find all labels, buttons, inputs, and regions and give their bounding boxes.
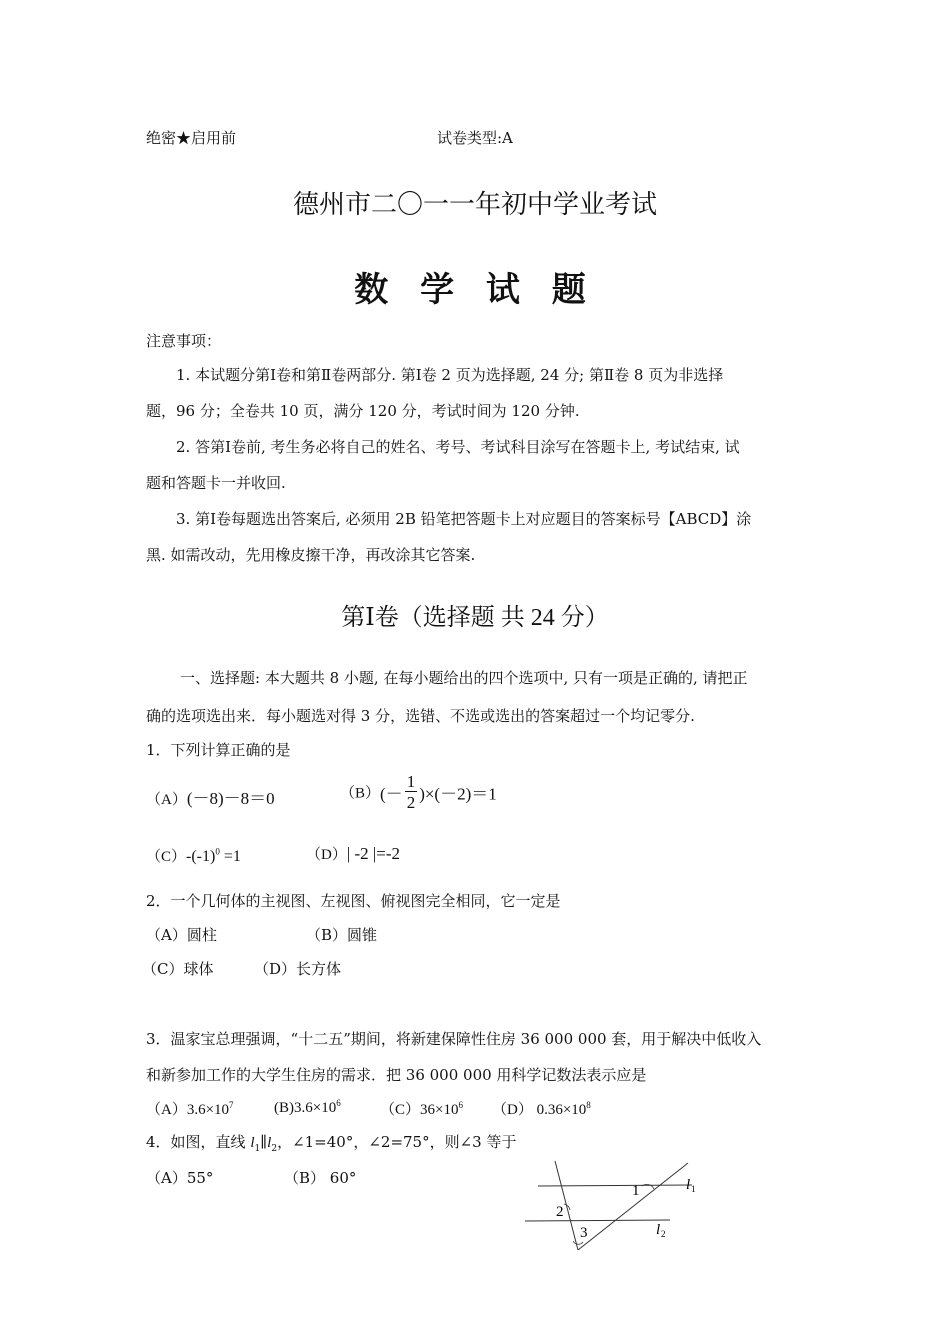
line-l2-subscript: 2: [661, 1229, 666, 1239]
q4-option-b: （B） 60°: [284, 1169, 357, 1187]
q3-a-base: （A）3.6×10: [146, 1102, 230, 1118]
q4-stem-pre: 4．如图，直线: [146, 1133, 251, 1151]
q1-b-post: )×(－2)＝1: [419, 784, 497, 804]
notice-item-3-line-2: 黑. 如需改动，先用橡皮擦干净，再改涂其它答案.: [146, 546, 476, 564]
q1-b-pre: (－: [380, 784, 403, 804]
angle-label-1: 1: [632, 1183, 640, 1199]
q1-d-expr: | -2 |=-2: [346, 844, 401, 863]
q1-d-label: （D）: [306, 847, 347, 863]
section-title: 第Ⅰ卷（选择题 共 24 分）: [341, 605, 609, 631]
notice-item-3-line-1: 3. 第Ⅰ卷每题选出答案后, 必须用 2B 铅笔把答题卡上对应题目的答案标号【ABCD】涂: [176, 510, 752, 528]
q3-c-exp: 6: [458, 1100, 463, 1110]
notice-item-2-line-1: 2. 答第Ⅰ卷前, 考生务必将自己的姓名、考号、考试科目涂写在答题卡上, 考试结束, 试: [176, 438, 740, 456]
line-l2-label: l: [656, 1222, 661, 1238]
q2-option-c: （C）球体: [142, 960, 214, 978]
notice-heading: 注意事项：: [146, 332, 222, 350]
q3-d-exp: 8: [586, 1100, 591, 1110]
q1-c-rest: =1: [219, 848, 241, 865]
line-l1-subscript: 1: [691, 1184, 696, 1194]
q4-parallel: ∥: [260, 1133, 268, 1151]
q2-option-d: （D）长方体: [254, 960, 342, 978]
notice-item-2-line-2: 题和答题卡一并收回.: [146, 474, 286, 492]
notice-item-1-line-2: 题，96 分；全卷共 10 页，满分 120 分，考试时间为 120 分钟.: [146, 402, 580, 420]
q1-b-label: （B）: [340, 785, 381, 802]
q3-stem-line-2: 和新参加工作的大学生住房的需求．把 36 000 000 用科学记数法表示应是: [146, 1066, 647, 1084]
q3-option-b: [274, 1098, 341, 1117]
q1-b-numerator: 1: [406, 772, 416, 791]
angle-label-2: 2: [556, 1204, 564, 1220]
q4-l-symbol-1: l: [250, 1135, 255, 1151]
q3-a-exp: 7: [229, 1100, 234, 1110]
q4-stem-post: ，∠1=40°，∠2=75°，则∠3 等于: [277, 1133, 517, 1151]
q4-option-a: （A）55°: [146, 1169, 214, 1187]
q1-stem: 1．下列计算正确的是: [146, 741, 291, 759]
q1-a-label: （A）: [146, 792, 187, 808]
q3-b-base: (B)3.6×10: [274, 1100, 337, 1116]
notice-item-1-line-1: 1. 本试题分第Ⅰ卷和第Ⅱ卷两部分. 第Ⅰ卷 2 页为选择题, 24 分; 第Ⅱ卷 8 页为非选择: [176, 366, 724, 384]
line-l2: [525, 1220, 670, 1221]
q1-option-b: [340, 773, 497, 811]
q1-c-exponent: 0: [215, 846, 220, 857]
q3-b-exp: 6: [336, 1098, 341, 1108]
line-l1-label: l: [686, 1177, 691, 1193]
angle-label-3: 3: [580, 1225, 588, 1241]
q3-stem-line-1: 3．温家宝总理强调，“十二五”期间，将新建保障性住房 36 000 000 套，用于解决中低收入: [146, 1030, 762, 1048]
q3-option-c: [380, 1098, 463, 1119]
q4-parallel-lines-figure: [520, 1155, 710, 1255]
q4-l-symbol-2: l: [267, 1135, 272, 1151]
q4-l-sub-2: 2: [271, 1144, 278, 1154]
angle-3-arc: [573, 1241, 583, 1244]
subject-title: 数 学 试 题: [354, 270, 596, 310]
q3-d-base: （D） 0.36×10: [492, 1102, 587, 1118]
q1-option-c: [146, 845, 241, 866]
q1-a-expr: (－8)－8＝0: [186, 789, 275, 808]
exam-title: 德州市二〇一一年初中学业考试: [292, 190, 657, 220]
q1-b-denominator: 2: [406, 793, 416, 812]
q1-c-expr: -(-1): [186, 848, 216, 865]
q1-b-fraction: [405, 773, 418, 811]
q2-option-a: （A）圆柱: [146, 926, 217, 944]
part1-instructions-line-2: 确的选项选出来．每小题选对得 3 分，选错、不选或选出的答案超过一个均记零分.: [146, 707, 695, 725]
paper-type: 试卷类型:A: [437, 129, 513, 147]
part1-instructions-line-1: 一、选择题: 本大题共 8 小题, 在每小题给出的四个选项中, 只有一项是正确的, 请把正: [180, 669, 748, 687]
transversal-right: [578, 1163, 691, 1250]
q1-c-label: （C）: [146, 849, 187, 865]
q4-stem: [146, 1131, 516, 1154]
q3-option-a: [146, 1098, 234, 1119]
q1-option-d: [306, 843, 400, 864]
confidential-mark: 绝密★启用前: [146, 129, 237, 147]
q1-option-a: [146, 784, 275, 809]
q2-option-b: （B）圆锥: [306, 926, 378, 944]
q4-l-sub-1: 1: [254, 1144, 261, 1154]
q2-stem: 2．一个几何体的主视图、左视图、俯视图完全相同，它一定是: [146, 892, 561, 910]
q3-c-base: （C）36×10: [380, 1102, 459, 1118]
q3-option-d: [492, 1098, 591, 1119]
